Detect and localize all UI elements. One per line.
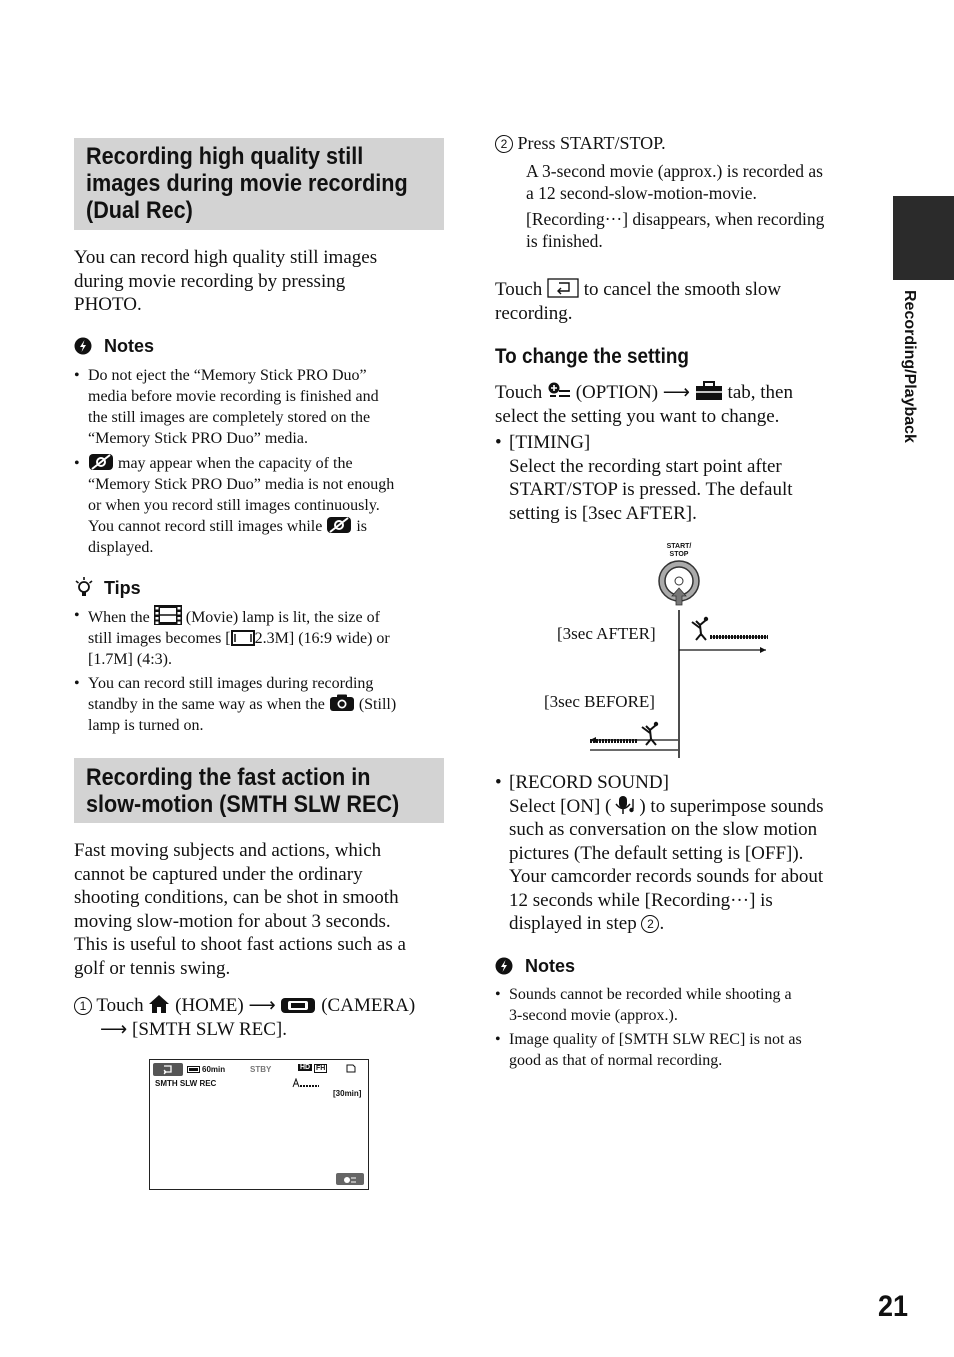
tip-item: • When the (Movie) lamp is lit, the size of still images becomes [ 2.3M] (16:9 wide) or [1.7M] (4:3). [74,605,446,670]
step-number: 1 [74,997,92,1015]
status-stby: STBY [250,1065,272,1074]
arrow-icon: ⟶ [248,995,276,1016]
notes-list-right [495,984,867,1071]
step-1: 1 Touch (HOME) ⟶ (CAMERA) ⟶ [SMTH SLW REC]. [74,994,454,1041]
lcd-screen [149,1059,369,1190]
notes-list [74,365,446,558]
timing-diagram [530,540,780,765]
notes-label: Notes [525,956,576,976]
dual-rec-intro: You can record high quality still images during movie recording by pressing PHOTO. [74,247,378,315]
fh-badge: FH [316,1065,326,1072]
no-still-camera-icon [88,453,114,471]
battery-icon [187,1066,201,1073]
battery-remaining: 60min [202,1065,226,1074]
option-icon [547,381,571,401]
movie-film-icon [154,605,182,625]
notes-label: Notes [104,336,155,356]
notes-heading-right [495,956,575,977]
notes-icon [74,337,92,355]
cancel-instruction: Touch to cancel the smooth slow recording. [495,279,782,324]
change-setting-instruction: Touch (OPTION) ⟶ tab, then select the setting you want to change. [495,382,793,427]
option-icon [336,1174,364,1186]
chapter-side-tab [893,196,954,280]
before-label: [3sec BEFORE] [544,692,655,711]
step-number: 2 [495,135,513,153]
mode-label: SMTH SLW REC [155,1079,217,1088]
no-still-camera-icon [326,516,352,534]
note-item: • Sounds cannot be recorded while shooting a 3-second movie (approx.). [495,984,867,1026]
microphone-icon [611,795,639,815]
start-stop-label: START/ STOP [666,543,692,558]
arrow-icon: ⟶ [662,382,691,403]
lightbulb-icon [74,576,94,598]
memory-card-icon [346,1064,356,1073]
change-setting-heading: To change the setting [495,345,689,368]
note-item: • Do not eject the “Memory Stick PRO Duo” media before movie recording is finished and the still images are completely stored on the “Memory Stick PRO Duo” media. [74,365,446,449]
note-item: • may appear when the capacity of the “Memory Stick PRO Duo” media is not enough or when you record still images continuously. You cannot record still images while is displayed. [74,453,446,558]
still-camera-icon [329,694,355,712]
section-title-smth-slw-rec: Recording the fast action in slow-motion (SMTH SLW REC) [86,764,400,818]
return-button[interactable] [153,1063,183,1076]
home-icon [148,994,170,1014]
return-button-icon[interactable] [547,278,579,298]
smooth-slow-indicator-icon [290,1078,320,1088]
toolbox-tab-icon [695,381,723,401]
remaining-time: [30min] [333,1089,362,1098]
camera-tab-icon [280,996,316,1014]
arrow-icon: ⟶ [100,1018,128,1040]
tips-list [74,605,446,736]
after-label: [3sec AFTER] [557,624,656,643]
step-number: 2 [641,915,659,933]
hd-badge: HD [300,1064,311,1071]
tips-label: Tips [104,578,141,598]
return-icon [153,1063,183,1076]
option-button[interactable] [336,1173,364,1185]
notes-icon [495,957,513,975]
page-number: 21 [878,1290,909,1323]
timing-lines [530,540,780,765]
note-item: • Image quality of [SMTH SLW REC] is not as good as that of normal recording. [495,1029,867,1071]
wide-screen-icon [231,630,255,646]
step-2-detail: A 3-second movie (approx.) is recorded as a 12 second-slow-motion-movie. [Recording···] disappears, when recording is finished. [526,161,825,251]
timing-option: • [TIMING] Select the recording start point after START/STOP is pressed. The default setting is [3sec AFTER]. [495,431,875,525]
step-2: 2 Press START/STOP. [495,132,875,156]
section-title-dual-rec: Recording high quality still images during movie recording (Dual Rec) [86,143,408,224]
tips-heading [74,576,141,599]
notes-heading [74,336,154,357]
smth-slw-intro: Fast moving subjects and actions, which cannot be captured under the ordinary shooting conditions, can be shot in smooth moving slow-motion for about 3 seconds. This is useful to shoot fast actions such as a golf or tennis swing. [74,840,406,979]
tip-item: • You can record still images during recording standby in the same way as when the (Still) lamp is turned on. [74,673,446,736]
chapter-side-label: Recording/Playback [901,290,918,443]
record-sound-option: • [RECORD SOUND] Select [ON] ( ) to superimpose sounds such as conversation on the slow motion pictures (The default setting is [OFF]). Your camcorder records sounds for about 12 seconds while [Recording···] is displayed in step 2 . [495,771,875,936]
